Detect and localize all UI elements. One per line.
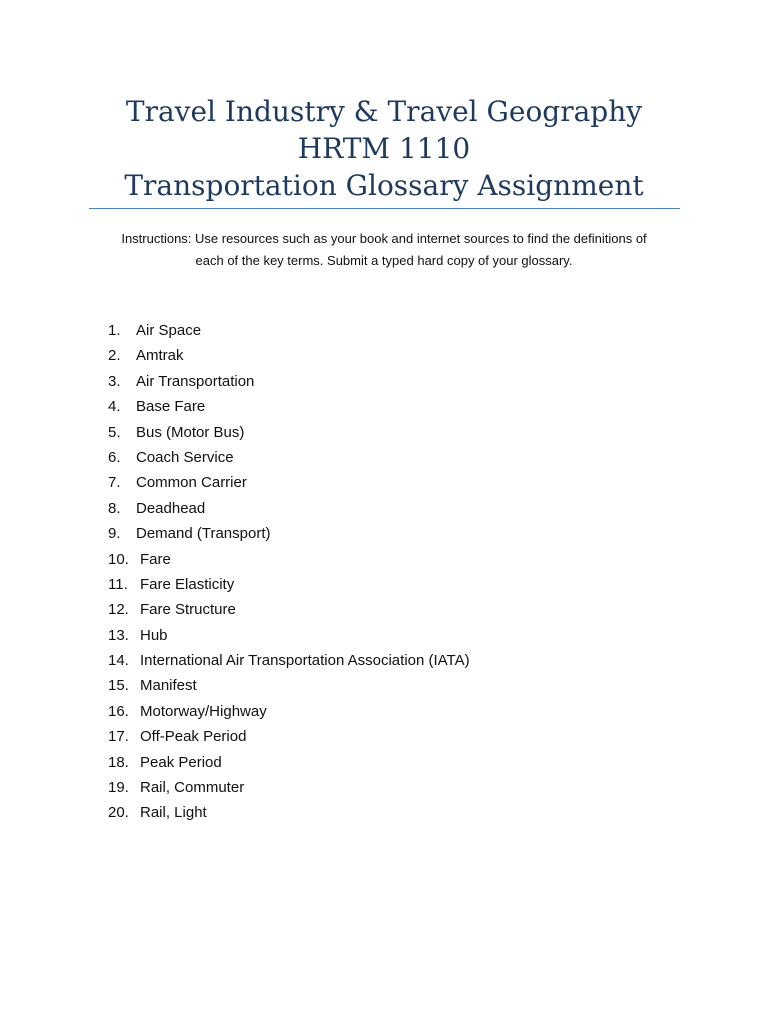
term-number: 1. <box>108 322 121 339</box>
list-item <box>108 752 470 777</box>
term-label: Rail, Commuter <box>140 779 245 797</box>
term-label: Motorway/Highway <box>140 702 267 720</box>
term-number: 19. <box>108 779 129 797</box>
term-number: 7. <box>108 474 121 492</box>
list-item <box>108 320 470 345</box>
list-item <box>108 777 470 802</box>
term-label: International Air Transportation Association (IATA) <box>140 652 470 670</box>
list-item <box>108 472 470 497</box>
term-label: Bus (Motor Bus) <box>136 423 245 441</box>
term-number: 16. <box>108 702 129 720</box>
term-number: 13. <box>108 626 129 644</box>
title-divider <box>89 208 680 209</box>
term-label: Base Fare <box>136 398 206 416</box>
list-item <box>108 447 470 472</box>
term-number: 10. <box>108 550 129 568</box>
instructions-line-2: each of the key terms. Submit a typed hard copy of your glossary. <box>195 253 573 268</box>
term-number: 2. <box>108 347 121 365</box>
list-item <box>108 701 470 726</box>
instructions-paragraph <box>96 228 672 272</box>
term-number: 3. <box>108 372 121 390</box>
glossary-term-list <box>108 320 470 828</box>
term-number: 5. <box>108 423 121 441</box>
term-number: 9. <box>108 525 121 543</box>
list-item <box>108 726 470 751</box>
term-label: Rail, Light <box>140 804 207 822</box>
term-label: Hub <box>140 626 168 644</box>
term-label: Air Transportation <box>136 372 255 390</box>
term-label: Amtrak <box>136 347 184 365</box>
term-number: 15. <box>108 677 129 695</box>
term-number: 11. <box>108 575 128 593</box>
list-item <box>108 549 470 574</box>
list-item <box>108 625 470 650</box>
term-number: 6. <box>108 448 121 466</box>
term-number: 12. <box>108 601 129 619</box>
term-number: 17. <box>108 728 129 746</box>
title-assignment-name: Transportation Glossary Assignment <box>124 169 644 202</box>
term-label: Fare Structure <box>140 601 236 619</box>
list-item <box>108 523 470 548</box>
term-number: 8. <box>108 499 121 517</box>
list-item <box>108 498 470 523</box>
term-label: Common Carrier <box>136 474 247 492</box>
term-number: 14. <box>108 652 129 670</box>
list-item <box>108 574 470 599</box>
term-label: Fare Elasticity <box>140 575 235 593</box>
term-label: Off-Peak Period <box>140 728 247 746</box>
document-title <box>0 93 768 204</box>
term-label: Manifest <box>140 677 197 695</box>
term-label: Coach Service <box>136 448 234 466</box>
instructions-line-1: Instructions: Use resources such as your book and internet sources to find the definitions of <box>121 231 647 246</box>
list-item <box>108 345 470 370</box>
list-item <box>108 675 470 700</box>
term-label: Air Space <box>136 322 202 339</box>
title-course-code: HRTM 1110 <box>297 132 471 165</box>
list-item <box>108 650 470 675</box>
list-item <box>108 396 470 421</box>
list-item <box>108 599 470 624</box>
term-number: 20. <box>108 804 129 822</box>
term-number: 4. <box>108 398 121 416</box>
term-label: Demand (Transport) <box>136 525 271 543</box>
term-label: Peak Period <box>140 753 222 771</box>
list-item <box>108 802 470 827</box>
title-course-name: Travel Industry & Travel Geography <box>125 95 643 128</box>
term-number: 18. <box>108 753 129 771</box>
list-item <box>108 422 470 447</box>
list-item <box>108 371 470 396</box>
term-label: Deadhead <box>136 499 206 517</box>
term-label: Fare <box>140 550 171 568</box>
